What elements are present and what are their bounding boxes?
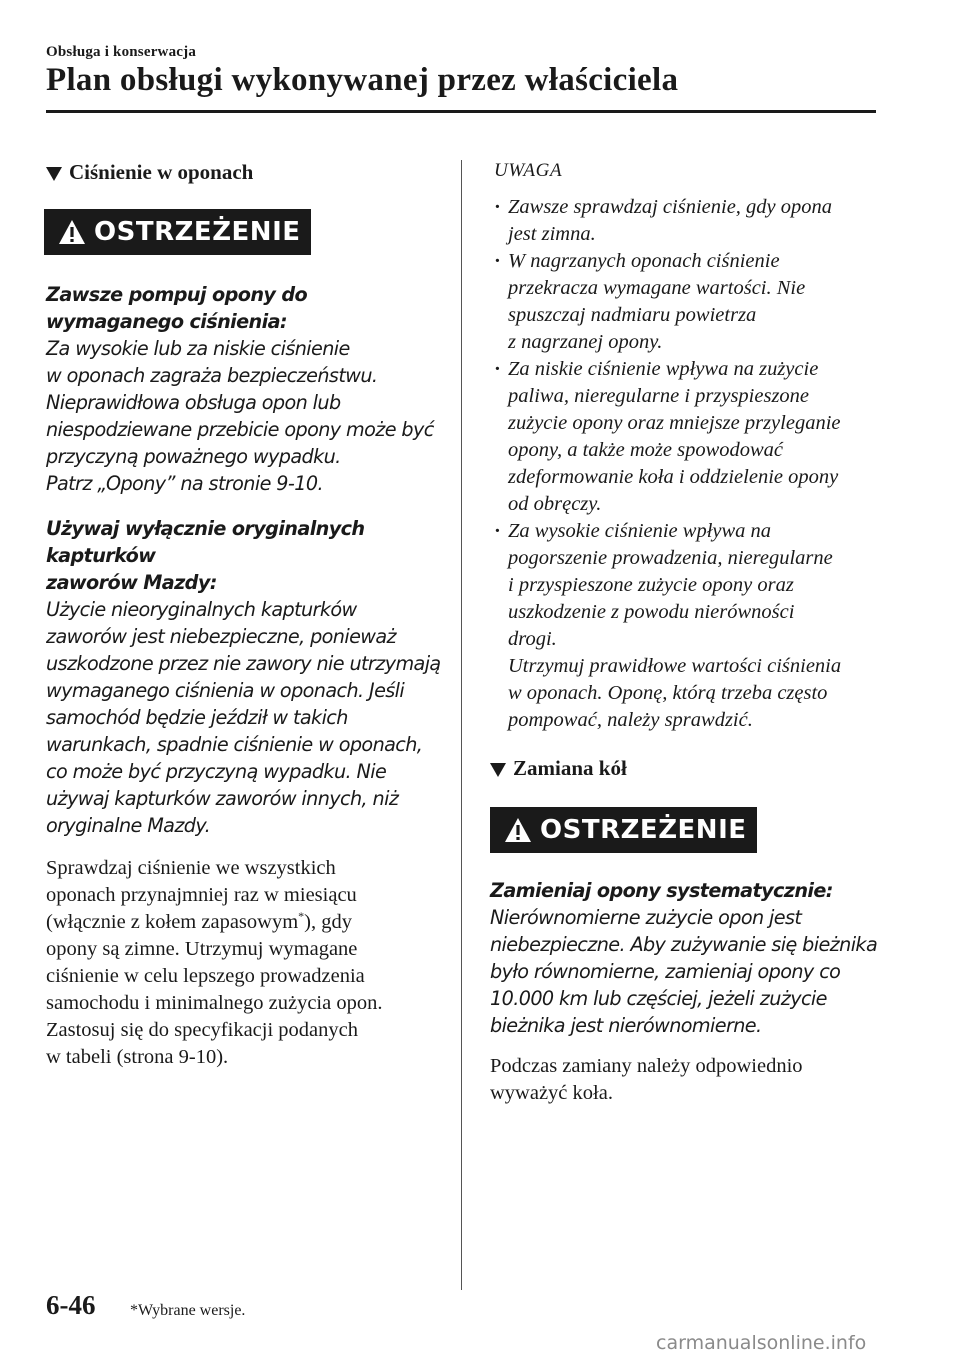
left-column xyxy=(46,160,446,1071)
note-item: · W nagrzanych oponach ciśnienie przekracza wymagane wartości. Nie spuszczaj nadmiaru powietrza z nagrzanej opony. xyxy=(490,248,890,356)
body-line: ciśnienie w celu lepszego prowadzenia xyxy=(46,965,365,987)
watermark: carmanualsonline.info xyxy=(656,1332,867,1354)
body-paragraph xyxy=(46,855,446,1071)
warning-label: OSTRZEŻENIE xyxy=(94,217,301,247)
note-item: · Zawsze sprawdzaj ciśnienie, gdy opona jest zimna. xyxy=(490,194,890,248)
header-rule xyxy=(46,110,876,113)
warning-line: w oponach zagraża bezpieczeństwu. xyxy=(46,364,378,387)
warning-line: warunkach, spadnie ciśnienie w oponach, xyxy=(46,733,423,756)
asterisk-marker: * xyxy=(298,909,305,924)
warning-block-1 xyxy=(46,281,446,497)
body-line: oponach przynajmniej raz w miesiącu xyxy=(46,884,357,906)
warning-icon xyxy=(504,817,532,843)
section-label: Obsługa i konserwacja xyxy=(46,44,197,60)
warning-line: uszkodzone przez nie zawory nie utrzymają xyxy=(46,652,441,675)
body-line: wyważyć koła. xyxy=(490,1082,613,1104)
warning-line: niespodziewane przebicie opony może być xyxy=(46,418,434,441)
page-number: 6-46 xyxy=(46,1290,96,1320)
warning-line: niebezpieczne. Aby zużywanie się bieżnika xyxy=(490,933,878,956)
warning-line: bieżnika jest nierównomierne. xyxy=(490,1014,762,1037)
heading-text: Zamiana kół xyxy=(513,756,627,780)
warning-title: zaworów Mazdy: xyxy=(46,571,217,594)
body-paragraph xyxy=(490,1053,890,1107)
section-heading-tire-pressure xyxy=(46,160,446,185)
warning-block-3 xyxy=(490,877,890,1039)
warning-line: było równomierne, zamieniaj opony co xyxy=(490,960,841,983)
page-title: Plan obsługi wykonywanej przez właściciela xyxy=(46,62,679,98)
warning-line: Nierównomierne zużycie opon jest xyxy=(490,906,802,929)
warning-title: Zamieniaj opony systematycznie: xyxy=(490,879,833,902)
note-list xyxy=(490,194,890,734)
column-divider xyxy=(461,160,462,1290)
body-line: samochodu i minimalnego zużycia opon. xyxy=(46,992,383,1014)
warning-icon xyxy=(58,219,86,245)
heading-text: Ciśnienie w oponach xyxy=(69,160,254,184)
note-item: · Za niskie ciśnienie wpływa na zużycie paliwa, nieregularne i przyspieszone zużycie opony oraz mniejsze przyleganie opony, a także może spowodować zdeformowanie koła i oddzielenie opony od obręczy. xyxy=(490,356,890,518)
body-line: w tabeli (strona 9-10). xyxy=(46,1046,229,1068)
warning-line: samochód będzie jeździł w takich xyxy=(46,706,348,729)
warning-title: Używaj wyłącznie oryginalnych kapturków xyxy=(46,517,365,567)
warning-line: Za wysokie lub za niskie ciśnienie xyxy=(46,337,350,360)
triangle-bullet-icon xyxy=(490,763,506,777)
footnote: *Wybrane wersje. xyxy=(130,1302,246,1319)
section-heading-wheel-rotation xyxy=(490,756,890,781)
warning-line: Użycie nieoryginalnych kapturków xyxy=(46,598,357,621)
body-line: Zastosuj się do specyfikacji podanych xyxy=(46,1019,358,1041)
warning-line: używaj kapturków zaworów innych, niż xyxy=(46,787,399,810)
body-line: Podczas zamiany należy odpowiednio xyxy=(490,1055,803,1077)
warning-line: Nieprawidłowa obsługa opon lub xyxy=(46,391,341,414)
warning-line: co może być przyczyną wypadku. Nie xyxy=(46,760,387,783)
warning-line: zaworów jest niebezpieczne, ponieważ xyxy=(46,625,397,648)
warning-title: Zawsze pompuj opony do wymaganego ciśnienia: xyxy=(46,283,308,333)
note-title: UWAGA xyxy=(494,160,563,181)
warning-line: przyczyną poważnego wypadku. xyxy=(46,445,341,468)
body-line: (włącznie z kołem zapasowym*), gdy xyxy=(46,909,352,933)
warning-banner xyxy=(44,209,311,255)
body-line: opony są zimne. Utrzymuj wymagane xyxy=(46,938,358,960)
warning-label: OSTRZEŻENIE xyxy=(540,815,747,845)
note-item: · Za wysokie ciśnienie wpływa na pogorszenie prowadzenia, nieregularne i przyspieszone zużycie opony oraz uszkodzenie z powodu nierówności drogi. Utrzymuj prawidłowe wartości ciśnienia w oponach. Oponę, którą trzeba często pompować, należy sprawdzić. xyxy=(490,518,890,734)
triangle-bullet-icon xyxy=(46,167,62,181)
warning-line: wymaganego ciśnienia w oponach. Jeśli xyxy=(46,679,405,702)
warning-line: oryginalne Mazdy. xyxy=(46,814,211,837)
warning-banner xyxy=(490,807,757,853)
body-line: Sprawdzaj ciśnienie we wszystkich xyxy=(46,857,336,879)
warning-line: 10.000 km lub częściej, jeżeli zużycie xyxy=(490,987,827,1010)
warning-block-2 xyxy=(46,515,446,839)
right-column xyxy=(490,160,890,1107)
warning-line: Patrz „Opony” na stronie 9-10. xyxy=(46,472,323,495)
